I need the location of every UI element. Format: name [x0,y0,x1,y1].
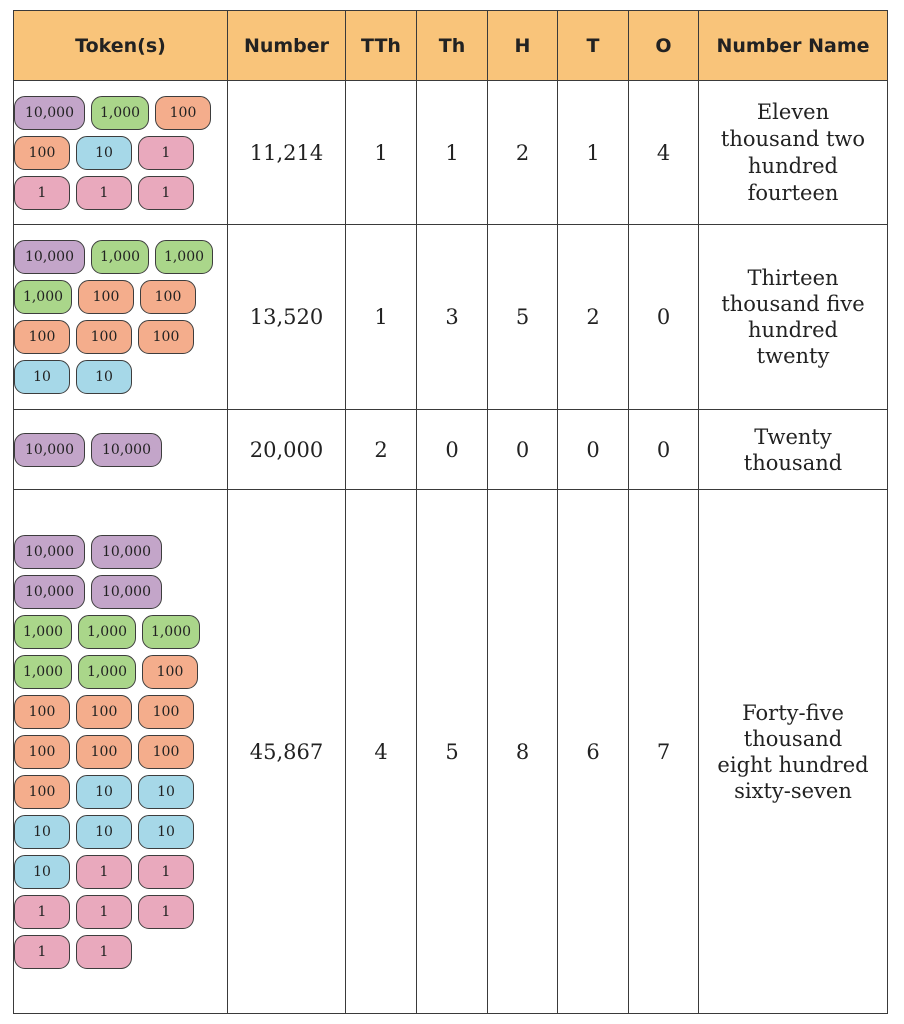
token-row [14,695,227,729]
ten-token: 10 [76,136,132,170]
number-name-line: thousand [743,450,843,475]
token-cell [14,225,228,410]
thousand-token: 1,000 [91,96,149,130]
ten-token: 10 [14,855,70,889]
header-number-name: Number Name [699,11,888,81]
digit-ten-thousands: 2 [346,410,417,490]
token-row [14,96,227,130]
token-row [14,575,227,609]
digit-ones: 0 [629,225,699,410]
hundred-token: 100 [155,96,211,130]
header-ones: O [629,11,699,81]
one-token: 1 [14,895,70,929]
thousand-token: 1,000 [14,280,72,314]
digit-ones: 4 [629,81,699,225]
token-row [14,535,227,569]
ten-token: 10 [138,815,194,849]
hundred-token: 100 [14,735,70,769]
header-thousands: Th [417,11,488,81]
digit-tens: 6 [558,490,629,1014]
number-name [699,410,888,490]
one-token: 1 [138,176,194,210]
token-row [14,433,227,467]
ten-thousand-token: 10,000 [14,433,85,467]
one-token: 1 [138,136,194,170]
digit-hundreds: 2 [488,81,558,225]
hundred-token: 100 [142,655,198,689]
number-name-line: hundred [748,153,838,178]
number-name-line: Thirteen [747,266,839,290]
token-cell [14,81,228,225]
place-value-table [13,10,888,1014]
header-tokens: Token(s) [14,11,228,81]
number-name-line: Eleven [756,99,830,124]
number-value: 11,214 [228,81,346,225]
digit-ten-thousands: 4 [346,490,417,1014]
ten-thousand-token: 10,000 [14,535,85,569]
hundred-token: 100 [76,735,132,769]
ten-token: 10 [14,815,70,849]
one-token: 1 [76,935,132,969]
digit-ten-thousands: 1 [346,81,417,225]
token-cell [14,410,228,490]
hundred-token: 100 [138,735,194,769]
number-name [699,490,888,1014]
one-token: 1 [76,176,132,210]
hundred-token: 100 [76,320,132,354]
number-name-line: thousand [743,726,843,751]
number-name [699,225,888,410]
hundred-token: 100 [140,280,196,314]
token-row [14,815,227,849]
header-ten-thousands: TTh [346,11,417,81]
number-name-line: hundred [748,318,838,342]
hundred-token: 100 [14,320,70,354]
token-row [14,615,227,649]
digit-thousands: 0 [417,410,488,490]
ten-token: 10 [76,815,132,849]
hundred-token: 100 [76,695,132,729]
digit-hundreds: 8 [488,490,558,1014]
digit-thousands: 5 [417,490,488,1014]
thousand-token: 1,000 [91,240,149,274]
ten-token: 10 [14,360,70,394]
ten-token: 10 [76,360,132,394]
hundred-token: 100 [14,695,70,729]
number-value: 45,867 [228,490,346,1014]
thousand-token: 1,000 [142,615,200,649]
hundred-token: 100 [78,280,134,314]
table-row [14,81,888,225]
token-row [14,735,227,769]
number-value: 13,520 [228,225,346,410]
ten-thousand-token: 10,000 [91,535,162,569]
hundred-token: 100 [14,775,70,809]
token-row [14,895,227,929]
token-row [14,935,227,969]
ten-token: 10 [138,775,194,809]
digit-ten-thousands: 1 [346,225,417,410]
digit-thousands: 1 [417,81,488,225]
number-value: 20,000 [228,410,346,490]
number-name-line: eight hundred [717,752,869,777]
header-tens: T [558,11,629,81]
ten-thousand-token: 10,000 [91,433,162,467]
one-token: 1 [138,855,194,889]
thousand-token: 1,000 [78,655,136,689]
digit-tens: 1 [558,81,629,225]
table-row [14,225,888,410]
digit-tens: 0 [558,410,629,490]
number-name-line: Twenty [754,424,832,449]
token-row [14,360,227,394]
token-row [14,176,227,210]
token-row [14,240,227,274]
token-row [14,280,227,314]
digit-tens: 2 [558,225,629,410]
one-token: 1 [76,895,132,929]
table-row [14,410,888,490]
header-number: Number [228,11,346,81]
number-name-line: twenty [756,344,830,368]
one-token: 1 [76,855,132,889]
header-hundreds: H [488,11,558,81]
thousand-token: 1,000 [14,655,72,689]
token-row [14,320,227,354]
token-row [14,775,227,809]
number-name-line: Forty-five [742,700,844,725]
token-row [14,855,227,889]
digit-thousands: 3 [417,225,488,410]
digit-ones: 0 [629,410,699,490]
token-cell [14,490,228,1014]
digit-hundreds: 0 [488,410,558,490]
ten-thousand-token: 10,000 [14,96,85,130]
ten-thousand-token: 10,000 [14,575,85,609]
ten-thousand-token: 10,000 [14,240,85,274]
number-name-line: fourteen [747,180,839,205]
thousand-token: 1,000 [78,615,136,649]
token-row [14,655,227,689]
header-row [14,11,888,81]
digit-hundreds: 5 [488,225,558,410]
one-token: 1 [14,176,70,210]
hundred-token: 100 [138,695,194,729]
hundred-token: 100 [138,320,194,354]
ten-token: 10 [76,775,132,809]
digit-ones: 7 [629,490,699,1014]
hundred-token: 100 [14,136,70,170]
token-row [14,136,227,170]
thousand-token: 1,000 [14,615,72,649]
number-name [699,81,888,225]
number-name-line: thousand five [721,292,865,316]
number-name-line: sixty-seven [734,778,852,803]
table-row [14,490,888,1014]
one-token: 1 [138,895,194,929]
ten-thousand-token: 10,000 [91,575,162,609]
thousand-token: 1,000 [155,240,213,274]
one-token: 1 [14,935,70,969]
number-name-line: thousand two [720,126,866,151]
